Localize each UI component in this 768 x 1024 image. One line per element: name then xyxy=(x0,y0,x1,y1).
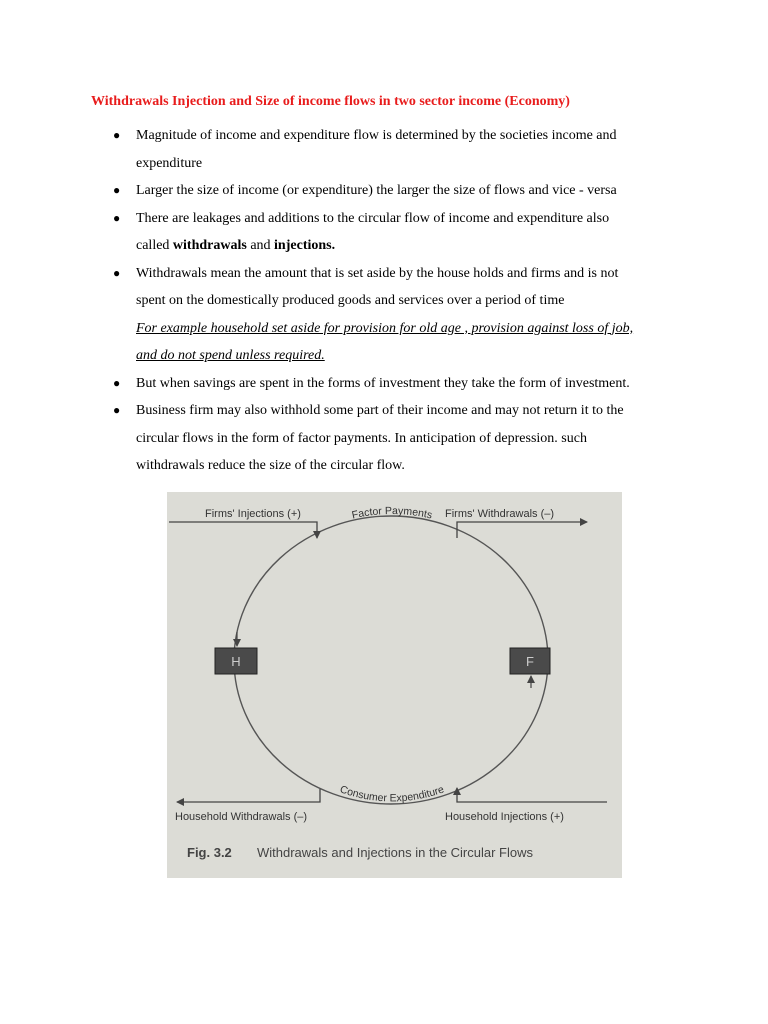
household-withdrawals-arrow xyxy=(177,789,320,802)
bullet-text: Business firm may also withhold some part of their income and may not return it to the xyxy=(136,403,624,418)
and-text: and xyxy=(246,238,275,253)
bullet-text: Withdrawals mean the amount that is set aside by the house holds and firms and is not xyxy=(136,265,619,281)
bullet-item xyxy=(112,370,692,398)
bullet-item xyxy=(112,260,692,370)
bullet-dot: ● xyxy=(113,265,121,280)
household-injections-label: Household Injections (+) xyxy=(445,811,564,823)
bold-injections: injections. xyxy=(274,238,336,253)
flow-circle xyxy=(234,516,548,804)
bullet-text: spent on the domestically produced goods and services over a period of time xyxy=(136,293,565,308)
bullet-text: circular flows in the form of factor payments. In anticipation of depression. such xyxy=(136,430,587,446)
factor-payments-label xyxy=(351,505,434,522)
bullet-text: Larger the size of income (or expenditure) the larger the size of flows and vice - versa xyxy=(136,183,617,198)
page-heading: Withdrawals Injection and Size of income flows in two sector income (Economy) xyxy=(91,94,570,109)
firms-injections-label: Firms' Injections (+) xyxy=(205,508,301,520)
bullet-text: expenditure xyxy=(136,155,203,171)
household-withdrawals-label: Household Withdrawals (–) xyxy=(175,811,308,823)
called-text: called xyxy=(136,238,173,253)
consumer-expenditure-text: Consumer Expenditure xyxy=(338,783,446,805)
figure-caption-text: Withdrawals and Injections in the Circular Flows xyxy=(257,845,533,860)
firms-injections-arrow xyxy=(169,522,317,538)
bold-withdrawals: withdrawals xyxy=(172,238,247,253)
bullet-text: Magnitude of income and expenditure flow is determined by the societies income and xyxy=(136,128,617,143)
firm-box-label: F xyxy=(526,654,534,669)
household-injections-arrow xyxy=(457,788,607,802)
bullet-dot: ● xyxy=(113,183,121,197)
household-box-label: H xyxy=(231,654,241,669)
bullet-dot: ● xyxy=(113,375,121,390)
bullet-item xyxy=(112,205,692,260)
bullet-text-mixed xyxy=(136,232,692,260)
factor-payments-text: Factor Payments xyxy=(350,504,434,522)
bullet-dot: ● xyxy=(113,403,121,417)
figure-caption-number: Fig. 3.2 xyxy=(187,845,232,860)
bullet-item xyxy=(112,397,692,480)
circular-flow-figure xyxy=(167,492,622,878)
bullet-item xyxy=(112,177,692,205)
bullet-text: But when savings are spent in the forms of investment they take the form of investment. xyxy=(136,375,630,391)
bullet-item xyxy=(112,122,692,177)
circular-flow-diagram xyxy=(167,492,622,878)
firms-withdrawals-label: Firms' Withdrawals (–) xyxy=(445,508,555,520)
example-text: For example household set aside for provision for old age , provision against loss of job, xyxy=(136,320,634,336)
firms-withdrawals-arrow xyxy=(457,522,587,538)
bullet-dot: ● xyxy=(113,128,121,142)
bullet-text: There are leakages and additions to the circular flow of income and expenditure also xyxy=(136,210,610,226)
example-text: and do not spend unless required. xyxy=(136,348,325,363)
consumer-expenditure-label xyxy=(338,783,446,804)
bullet-list xyxy=(112,122,692,480)
bullet-text: withdrawals reduce the size of the circular flow. xyxy=(136,458,405,473)
bullet-dot: ● xyxy=(113,210,121,225)
